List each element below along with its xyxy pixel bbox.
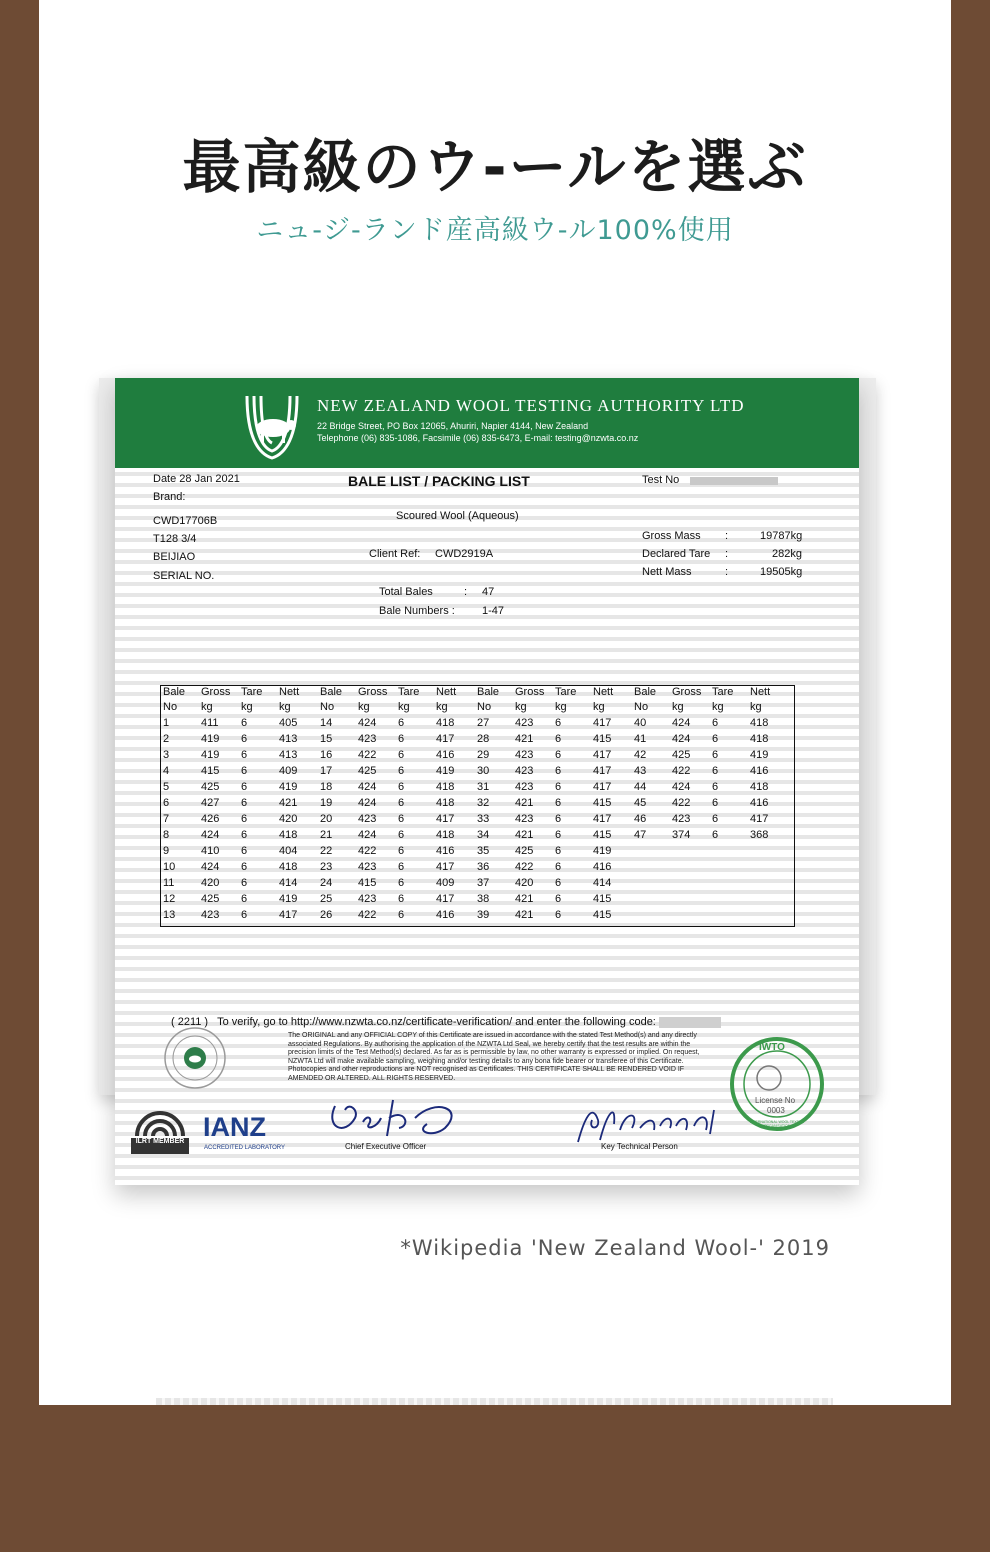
verify-line [171, 1016, 721, 1028]
table-cell: 32 [477, 797, 490, 809]
table-cell: 6 [712, 797, 719, 809]
technical-person-signature [570, 1090, 730, 1148]
table-cell: 3 [163, 749, 170, 761]
test-no-label: Test No [642, 474, 680, 486]
table-cell: 27 [477, 717, 490, 729]
test-no-redacted [690, 477, 778, 485]
table-unit-cell: No [320, 701, 335, 713]
table-cell: 415 [593, 909, 612, 921]
table-cell: 6 [241, 717, 248, 729]
ilac-arc-icon [131, 1090, 189, 1138]
table-header-cell: Bale [477, 686, 500, 698]
nett-mass-value: 19505kg [760, 566, 803, 578]
table-cell: 44 [634, 781, 647, 793]
table-cell: 6 [241, 749, 248, 761]
total-bales-value: 47 [482, 586, 495, 598]
certificate-image [115, 378, 859, 1185]
table-cell: 421 [515, 797, 534, 809]
table-cell: 41 [634, 733, 647, 745]
table-cell: 16 [320, 749, 333, 761]
table-cell: 419 [279, 893, 298, 905]
table-cell: 1 [163, 717, 170, 729]
table-header-cell: Gross [515, 686, 545, 698]
iwto-license-number: 0003 [767, 1106, 785, 1115]
source-caption: *Wikipedia 'New Zealand Wool-' 2019 [400, 1236, 830, 1260]
table-cell: 421 [515, 893, 534, 905]
page-subheadline: ニュ-ジ-ランド産高級ウ-ル100%使用 [256, 215, 734, 246]
table-cell: 418 [279, 829, 298, 841]
table-cell: 6 [398, 717, 405, 729]
table-cell: 37 [477, 877, 490, 889]
table-cell: 24 [320, 877, 333, 889]
ianz-logo: IANZ [203, 1112, 266, 1142]
total-bales-label: Total Bales [379, 586, 433, 598]
table-header-cell: Nett [593, 686, 614, 698]
table-cell: 6 [555, 861, 562, 873]
declared-tare-value: 282kg [772, 548, 802, 560]
table-header-cell: Nett [436, 686, 457, 698]
table-cell: 22 [320, 845, 333, 857]
table-cell: 424 [358, 797, 377, 809]
table-cell: 410 [201, 845, 220, 857]
table-cell: 23 [320, 861, 333, 873]
table-cell: 425 [201, 781, 220, 793]
table-cell: 421 [515, 829, 534, 841]
table-cell: 25 [320, 893, 333, 905]
table-unit-cell: No [163, 701, 178, 713]
table-cell: 19 [320, 797, 333, 809]
technical-person-label: Key Technical Person [601, 1142, 678, 1151]
table-cell: 414 [593, 877, 612, 889]
address-line-1: 22 Bridge Street, PO Box 12065, Ahuriri, Napier 4144, New Zealand [317, 421, 589, 431]
table-cell: 6 [241, 877, 248, 889]
table-cell: 6 [398, 813, 405, 825]
table-cell: 28 [477, 733, 490, 745]
table-cell: 423 [515, 781, 534, 793]
table-cell: 6 [163, 797, 170, 809]
table-cell: 423 [358, 733, 377, 745]
colon-sep: : [464, 586, 468, 598]
table-header-cell: Gross [672, 686, 702, 698]
table-cell: 424 [358, 829, 377, 841]
table-cell: 6 [241, 829, 248, 841]
table-cell: 368 [750, 829, 769, 841]
table-cell: 6 [241, 781, 248, 793]
table-cell: 425 [515, 845, 534, 857]
table-cell: 425 [672, 749, 691, 761]
table-cell: 45 [634, 797, 647, 809]
table-cell: 13 [163, 909, 176, 921]
table-cell: 6 [398, 893, 405, 905]
table-cell: 425 [201, 893, 220, 905]
gross-mass-value: 19787kg [760, 530, 803, 542]
table-cell: 6 [555, 893, 562, 905]
table-cell: 42 [634, 749, 647, 761]
table-cell: 419 [436, 765, 455, 777]
gross-mass-label: Gross Mass [642, 530, 701, 542]
table-cell: 40 [634, 717, 647, 729]
table-cell: 6 [712, 717, 719, 729]
table-cell: 415 [593, 893, 612, 905]
ceo-label: Chief Executive Officer [345, 1142, 427, 1151]
table-cell: 15 [320, 733, 333, 745]
table-cell: 423 [358, 861, 377, 873]
table-header-cell: Nett [279, 686, 300, 698]
table-cell: 11 [163, 877, 175, 889]
legal-text: The ORIGINAL and any OFFICIAL COPY of this Certificate are issued in accordance with the stated Test Method(s) and any directly associated Regulations. By authorising the application of the NZWTA Ltd Seal, we hereby certify that the test results are within the precision limits of the Test Method(s) declared. As far as is permissible by law, no other warranty is expressed or implied. On request, NZWTA Ltd will make available sampling, weighing and/or testing details to any bona fide bearer or transferee of this Certificate. Photocopies and other reproductions are NOT recognised as Certificates. THIS CERTIFICATE SHALL BE RENDERED VOID IF AMENDED OR ALTERED. ALL RIGHTS RESERVED. [288, 1032, 700, 1082]
table-cell: 416 [593, 861, 612, 873]
client-ref-label: Client Ref: [369, 548, 421, 560]
table-cell: 424 [358, 717, 377, 729]
table-unit-cell: kg [358, 701, 370, 713]
table-cell: 6 [398, 781, 405, 793]
table-cell: 374 [672, 829, 691, 841]
table-cell: 404 [279, 845, 298, 857]
table-cell: 418 [436, 829, 455, 841]
table-cell: 21 [320, 829, 333, 841]
table-cell: 8 [163, 829, 170, 841]
brand-line-3: BEIJIAO [153, 551, 196, 563]
table-cell: 10 [163, 861, 176, 873]
accreditation-number: ( 2211 ) [171, 1016, 209, 1028]
colon-sep: : [725, 530, 729, 542]
table-cell: 39 [477, 909, 490, 921]
table-cell: 423 [672, 813, 691, 825]
table-cell: 425 [358, 765, 377, 777]
table-cell: 5 [163, 781, 170, 793]
table-cell: 418 [750, 717, 769, 729]
table-cell: 9 [163, 845, 170, 857]
table-cell: 418 [436, 797, 455, 809]
table-cell: 6 [398, 861, 405, 873]
table-cell: 38 [477, 893, 490, 905]
iwto-ring-text: INTERNATIONAL WOOL TEXTILE ORGANISATION [749, 1120, 805, 1128]
table-cell: 415 [593, 829, 612, 841]
table-cell: 420 [515, 877, 534, 889]
table-cell: 424 [672, 733, 691, 745]
table-cell: 6 [555, 781, 562, 793]
table-header-cell: Tare [398, 686, 420, 698]
table-cell: 6 [241, 909, 248, 921]
table-cell: 416 [436, 909, 455, 921]
table-cell: 6 [398, 877, 405, 889]
verify-code-redacted [659, 1017, 721, 1028]
table-cell: 6 [555, 733, 562, 745]
brand-line-2: T128 3/4 [153, 533, 197, 545]
table-cell: 417 [436, 893, 455, 905]
table-cell: 417 [750, 813, 769, 825]
table-cell: 30 [477, 765, 490, 777]
table-cell: 424 [672, 781, 691, 793]
table-cell: 6 [398, 749, 405, 761]
org-name: NEW ZEALAND WOOL TESTING AUTHORITY LTD [317, 396, 745, 415]
table-cell: 427 [201, 797, 220, 809]
table-cell: 414 [279, 877, 298, 889]
table-cell: 409 [436, 877, 455, 889]
table-cell: 6 [712, 781, 719, 793]
table-cell: 422 [358, 909, 377, 921]
table-header-cell: Bale [320, 686, 343, 698]
table-cell: 411 [201, 717, 219, 729]
table-cell: 423 [515, 717, 534, 729]
table-cell: 424 [358, 781, 377, 793]
colon-sep: : [725, 548, 729, 560]
table-cell: 6 [398, 829, 405, 841]
table-cell: 422 [672, 797, 691, 809]
verify-text: To verify, go to http://www.nzwta.co.nz/certificate-verification/ and enter the following code: [217, 1016, 656, 1028]
table-cell: 18 [320, 781, 333, 793]
table-cell: 12 [163, 893, 176, 905]
table-cell: 14 [320, 717, 333, 729]
table-cell: 423 [515, 813, 534, 825]
table-cell: 417 [593, 717, 612, 729]
table-cell: 6 [241, 845, 248, 857]
table-cell: 43 [634, 765, 647, 777]
table-cell: 6 [555, 829, 562, 841]
table-unit-cell: kg [201, 701, 213, 713]
iwto-license-label: License No [755, 1096, 796, 1105]
table-cell: 6 [555, 877, 562, 889]
brand-line-4: SERIAL NO. [153, 570, 215, 582]
ilac-member-label: ILRT MEMBER [131, 1138, 189, 1154]
bale-numbers-value: 1-47 [482, 605, 505, 617]
table-unit-cell: kg [241, 701, 253, 713]
table-cell: 417 [593, 813, 612, 825]
table-cell: 6 [241, 733, 248, 745]
table-unit-cell: kg [515, 701, 527, 713]
table-unit-cell: kg [398, 701, 410, 713]
table-cell: 6 [398, 845, 405, 857]
table-cell: 6 [555, 909, 562, 921]
table-cell: 405 [279, 717, 298, 729]
table-cell: 413 [279, 733, 298, 745]
table-cell: 422 [672, 765, 691, 777]
table-cell: 7 [163, 813, 170, 825]
table-cell: 47 [634, 829, 647, 841]
table-cell: 6 [712, 813, 719, 825]
table-unit-cell: kg [712, 701, 724, 713]
bale-numbers-label: Bale Numbers : [379, 605, 455, 617]
table-cell: 6 [555, 717, 562, 729]
table-cell: 6 [398, 797, 405, 809]
table-header-cell: Bale [163, 686, 186, 698]
bottom-document-strip [156, 1398, 833, 1405]
table-unit-cell: No [634, 701, 649, 713]
table-cell: 419 [593, 845, 612, 857]
table-cell: 424 [201, 829, 220, 841]
table-cell: 419 [750, 749, 769, 761]
table-header-cell: Gross [358, 686, 388, 698]
org-address [317, 420, 638, 444]
table-cell: 426 [201, 813, 220, 825]
table-cell: 36 [477, 861, 490, 873]
table-cell: 421 [515, 909, 534, 921]
table-cell: 29 [477, 749, 490, 761]
table-cell: 423 [358, 813, 377, 825]
table-cell: 6 [241, 893, 248, 905]
iwto-seal [729, 1036, 825, 1132]
ceo-signature [315, 1088, 465, 1148]
table-unit-cell: No [477, 701, 492, 713]
table-cell: 419 [279, 781, 298, 793]
table-header-cell: Tare [712, 686, 734, 698]
table-unit-cell: kg [672, 701, 684, 713]
table-cell: 418 [436, 717, 455, 729]
table-cell: 6 [555, 797, 562, 809]
bale-table [160, 685, 795, 927]
table-cell: 416 [750, 797, 769, 809]
table-cell: 417 [593, 781, 612, 793]
table-cell: 46 [634, 813, 647, 825]
table-header-cell: Gross [201, 686, 231, 698]
brand-label: Brand: [153, 491, 186, 503]
table-cell: 423 [515, 749, 534, 761]
table-cell: 420 [279, 813, 298, 825]
table-cell: 415 [201, 765, 220, 777]
table-header-cell: Tare [555, 686, 577, 698]
table-cell: 34 [477, 829, 490, 841]
cert-date: Date 28 Jan 2021 [153, 473, 240, 485]
iwto-top-label: IWTO [759, 1042, 785, 1053]
declared-tare-label: Declared Tare [642, 548, 711, 560]
table-cell: 418 [750, 733, 769, 745]
table-cell: 6 [712, 765, 719, 777]
client-ref-value: CWD2919A [435, 548, 494, 560]
brand-line-1: CWD17706B [153, 515, 218, 527]
table-cell: 409 [279, 765, 298, 777]
table-cell: 418 [750, 781, 769, 793]
nett-mass-label: Nett Mass [642, 566, 692, 578]
certificate-header [115, 378, 859, 468]
table-header-cell: Tare [241, 686, 263, 698]
table-cell: 423 [358, 893, 377, 905]
table-cell: 421 [515, 733, 534, 745]
table-header-cell: Nett [750, 686, 771, 698]
table-cell: 416 [436, 845, 455, 857]
table-cell: 417 [436, 813, 455, 825]
table-cell: 2 [163, 733, 170, 745]
table-cell: 419 [201, 733, 220, 745]
table-cell: 417 [593, 765, 612, 777]
table-cell: 6 [555, 845, 562, 857]
table-cell: 17 [320, 765, 333, 777]
table-cell: 417 [279, 909, 298, 921]
table-cell: 6 [555, 749, 562, 761]
table-cell: 31 [477, 781, 490, 793]
page-headline: 最高級のウ-ールを選ぶ [182, 133, 808, 201]
ianz-subtitle: ACCREDITED LABORATORY [204, 1145, 286, 1151]
table-cell: 6 [555, 813, 562, 825]
cert-title: BALE LIST / PACKING LIST [348, 473, 530, 489]
table-cell: 6 [241, 765, 248, 777]
table-cell: 6 [712, 749, 719, 761]
table-cell: 416 [436, 749, 455, 761]
table-cell: 417 [436, 733, 455, 745]
table-cell: 6 [398, 765, 405, 777]
table-cell: 423 [201, 909, 220, 921]
table-header-cell: Bale [634, 686, 657, 698]
address-line-2: Telephone (06) 835-1086, Facsimile (06) 835-6473, E-mail: testing@nzwta.co.nz [317, 433, 639, 443]
table-cell: 6 [555, 765, 562, 777]
table-cell: 415 [358, 877, 377, 889]
table-unit-cell: kg [436, 701, 448, 713]
table-unit-cell: kg [593, 701, 605, 713]
table-cell: 416 [750, 765, 769, 777]
product-name: Scoured Wool (Aqueous) [396, 510, 519, 522]
table-cell: 421 [279, 797, 298, 809]
table-cell: 6 [712, 829, 719, 841]
table-cell: 33 [477, 813, 490, 825]
table-cell: 422 [515, 861, 534, 873]
table-unit-cell: kg [279, 701, 291, 713]
table-cell: 35 [477, 845, 490, 857]
table-cell: 422 [358, 749, 377, 761]
table-cell: 20 [320, 813, 333, 825]
colon-sep: : [725, 566, 729, 578]
table-cell: 6 [241, 797, 248, 809]
table-cell: 6 [712, 733, 719, 745]
nzwta-logo-icon [239, 388, 305, 460]
table-cell: 6 [398, 733, 405, 745]
table-cell: 26 [320, 909, 333, 921]
table-cell: 424 [672, 717, 691, 729]
table-cell: 415 [593, 797, 612, 809]
table-cell: 417 [593, 749, 612, 761]
table-cell: 6 [398, 909, 405, 921]
ilac-member-logo [131, 1090, 189, 1156]
table-unit-cell: kg [750, 701, 762, 713]
table-cell: 419 [201, 749, 220, 761]
table-cell: 422 [358, 845, 377, 857]
table-cell: 4 [163, 765, 170, 777]
table-unit-cell: kg [555, 701, 567, 713]
table-cell: 424 [201, 861, 220, 873]
table-cell: 413 [279, 749, 298, 761]
table-cell: 6 [241, 861, 248, 873]
table-cell: 423 [515, 765, 534, 777]
table-cell: 418 [436, 781, 455, 793]
table-cell: 420 [201, 877, 220, 889]
table-cell: 418 [279, 861, 298, 873]
table-cell: 6 [241, 813, 248, 825]
table-cell: 417 [436, 861, 455, 873]
table-cell: 415 [593, 733, 612, 745]
certificate-seal-icon [163, 1026, 227, 1090]
